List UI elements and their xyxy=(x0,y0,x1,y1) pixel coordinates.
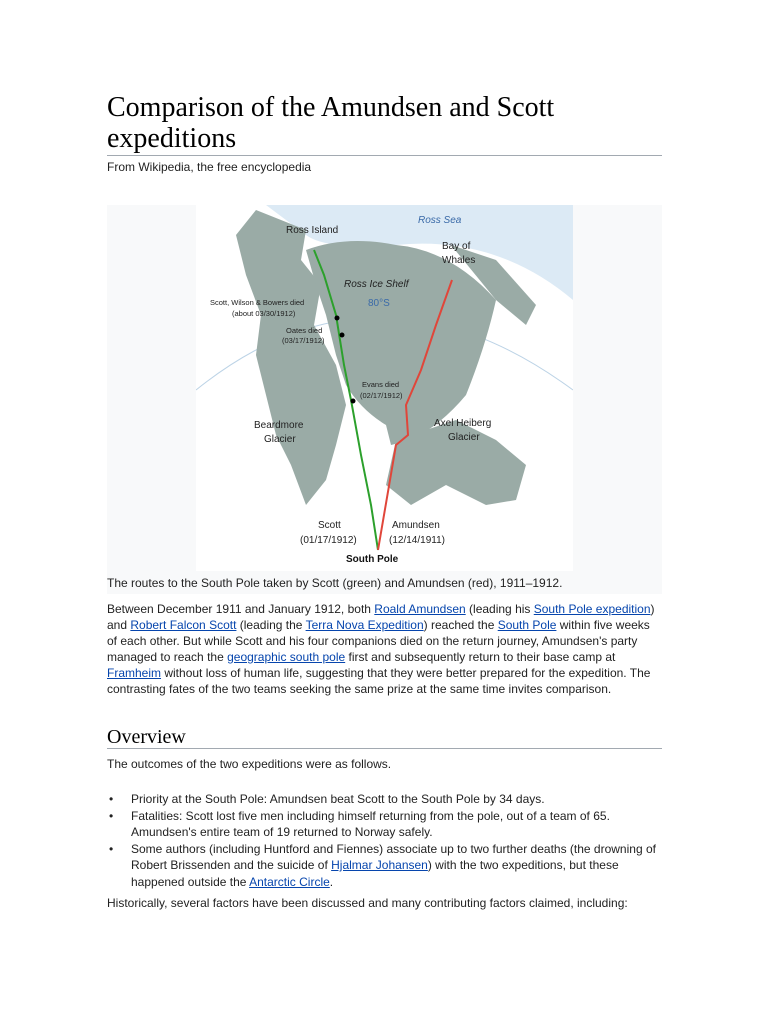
bullet-icon: • xyxy=(109,841,114,856)
scott-died-label: Scott, Wilson & Bowers died xyxy=(210,298,305,307)
page-title: Comparison of the Amundsen and Scott expeditions xyxy=(107,92,555,154)
tagline: From Wikipedia, the free encyclopedia xyxy=(107,160,312,174)
oates-died-date: (03/17/1912) xyxy=(282,336,325,345)
title-divider xyxy=(107,155,662,156)
link-framheim[interactable]: Framheim xyxy=(107,666,162,680)
link-robert-falcon-scott[interactable]: Robert Falcon Scott xyxy=(130,618,237,632)
latitude-label: 80°S xyxy=(368,298,390,309)
axel-heiberg-glacier-label: Glacier xyxy=(448,432,480,443)
amundsen-date-label: (12/14/1911) xyxy=(389,535,445,546)
bullet-icon: • xyxy=(109,808,114,823)
evans-died-label: Evans died xyxy=(362,380,400,389)
evans-death-marker xyxy=(351,399,356,404)
oates-death-marker xyxy=(340,333,345,338)
link-south-pole[interactable]: South Pole xyxy=(497,618,557,632)
scott-death-marker xyxy=(335,316,340,321)
ross-sea-label: Ross Sea xyxy=(418,215,462,226)
ross-ice-shelf-label: Ross Ice Shelf xyxy=(344,279,409,290)
route-map[interactable] xyxy=(196,205,573,571)
list-item: • Fatalities: Scott lost five men including himself returning from the pole, out of a team of 65. Amundsen's entire team of 19 returned to Norway safely. xyxy=(109,808,610,839)
figure-caption: The routes to the South Pole taken by Scott (green) and Amundsen (red), 1911–1912. xyxy=(107,576,563,590)
whales-label: Whales xyxy=(442,255,476,266)
list-item: • Priority at the South Pole: Amundsen beat Scott to the South Pole by 34 days. xyxy=(109,792,545,806)
overview-heading: Overview xyxy=(107,726,186,748)
scott-date-label: (01/17/1912) xyxy=(300,535,357,546)
outcomes-list xyxy=(107,791,662,890)
axel-heiberg-label: Axel Heiberg xyxy=(434,418,492,429)
beardmore-glacier-label: Glacier xyxy=(264,434,296,445)
evans-died-date: (02/17/1912) xyxy=(360,391,403,400)
link-roald-amundsen[interactable]: Roald Amundsen xyxy=(374,602,466,616)
link-south-pole-expedition[interactable]: South Pole expedition xyxy=(533,602,651,616)
bullet-icon: • xyxy=(109,792,114,806)
ross-island-label: Ross Island xyxy=(286,225,339,236)
oates-died-label: Oates died xyxy=(286,326,323,335)
scott-label: Scott xyxy=(318,520,341,531)
intro-paragraph: Between December 1911 and January 1912, both Roald Amundsen (leading his South Pole expedition) and Robert Falcon Scott (leading the Terra Nova Expedition) reached the South Pole within five weeks of each other. But while Scott and his four companions died on the return journey, Amundsen's party managed to reach the geographic south pole first and subsequently return to their base camp at Framheim without loss of human life, suggesting that they were better prepared for the expedition. The contrasting fates of the two teams seeking the same prize at the same time invites comparison. xyxy=(107,602,655,696)
south-pole-label: South Pole xyxy=(346,554,399,565)
amundsen-label: Amundsen xyxy=(392,520,440,531)
link-terra-nova-expedition[interactable]: Terra Nova Expedition xyxy=(305,618,424,632)
overview-divider xyxy=(107,748,662,749)
list-item: • Some authors (including Huntford and Fiennes) associate up to two further deaths (the drowning of Robert Brissenden and the suicide of Hjalmar Johansen) with the two expeditions, but these happened outside the Antarctic Circle. xyxy=(109,841,656,889)
bay-of-label: Bay of xyxy=(442,241,471,252)
link-geographic-south-pole[interactable]: geographic south pole xyxy=(227,650,346,664)
historically-paragraph: Historically, several factors have been discussed and many contributing factors claimed, including: xyxy=(107,896,628,910)
outcomes-intro: The outcomes of the two expeditions were as follows. xyxy=(107,757,392,771)
link-antarctic-circle[interactable]: Antarctic Circle xyxy=(249,874,330,889)
scott-died-date: (about 03/30/1912) xyxy=(232,309,296,318)
route-map-svg xyxy=(196,205,573,571)
beardmore-label: Beardmore xyxy=(254,420,304,431)
link-hjalmar-johansen[interactable]: Hjalmar Johansen xyxy=(331,858,428,872)
